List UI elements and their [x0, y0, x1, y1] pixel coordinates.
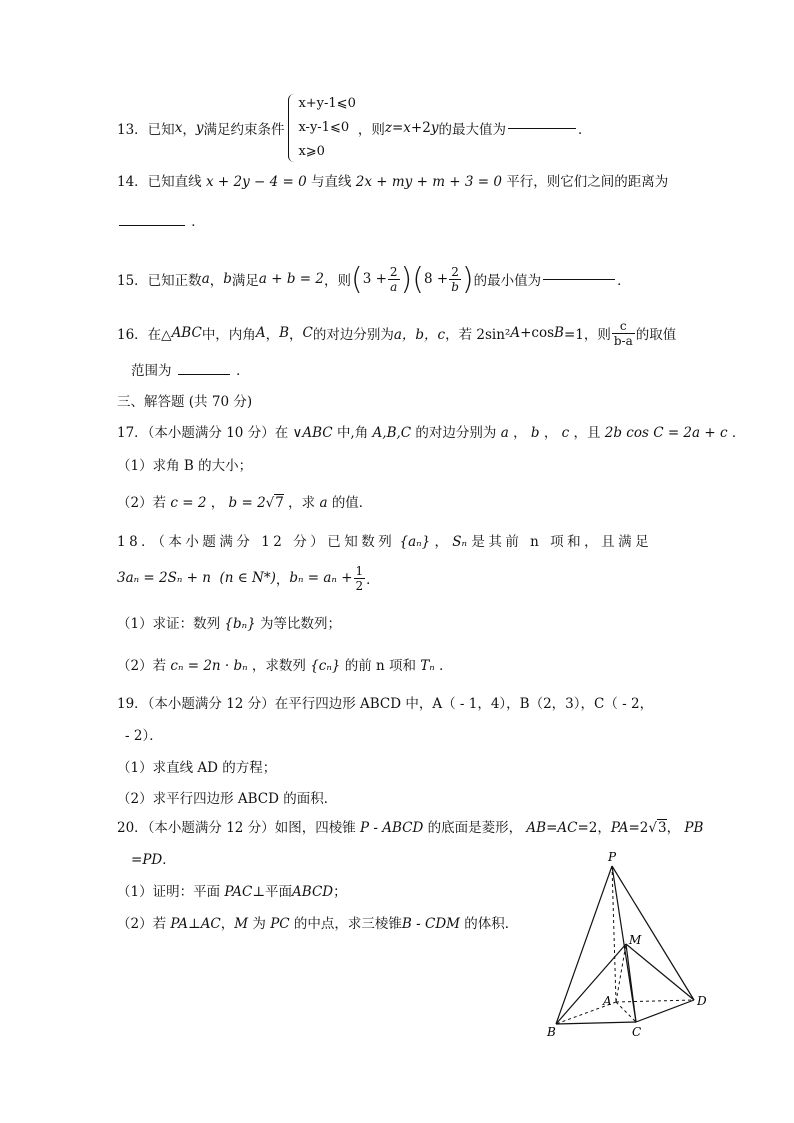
q15-paren-close-2: ): [461, 261, 474, 297]
q15-p1a: 3 +: [362, 271, 387, 287]
q13-after: ，则: [357, 122, 385, 138]
q13-x2: x: [403, 120, 411, 136]
q16-answer-blank: [178, 373, 230, 375]
q16-B: B: [279, 325, 289, 341]
q18-p2e: 的前 n 项和: [344, 658, 416, 674]
q20-line: [117, 816, 703, 836]
q20-p2j: B - CDM: [401, 916, 460, 932]
label-A: A: [603, 994, 612, 1008]
q17-p2c: c = 2: [170, 495, 207, 511]
q13-constraint-3: x⩾0: [298, 144, 325, 159]
q15-frac2-num: 2: [449, 265, 461, 280]
q14-end: ．: [191, 214, 205, 230]
q17-p2var: a: [319, 495, 328, 511]
q17-opp: 的对边分别为: [415, 425, 497, 441]
q20-p1c: ⊥平面: [252, 884, 293, 900]
q13-var-y: y: [195, 120, 204, 136]
q17-mid: 中,角: [336, 425, 369, 441]
q16-cB: B: [554, 325, 564, 341]
q17-sep1: ，: [513, 425, 527, 441]
edge-BM: [556, 944, 626, 1024]
q20-line-2: [131, 848, 176, 868]
q16-lead: 16．在△: [117, 327, 172, 343]
q17-p2a: （2）若: [117, 495, 167, 511]
q18-line: [117, 530, 652, 550]
q16-line-2: [131, 359, 250, 379]
q13-z: z: [384, 120, 392, 136]
q17-a: a: [500, 425, 509, 441]
q15-paren-close-1: ): [400, 261, 413, 297]
q16-comma-1: ，: [265, 327, 280, 343]
q13-constraint-system: [286, 92, 355, 164]
q18-an: {aₙ}: [399, 534, 431, 550]
q20-eq3: =2: [628, 820, 649, 836]
q20-pd: PD: [142, 852, 163, 868]
q13-eq: =: [391, 120, 404, 136]
edge-AD: [616, 1000, 694, 1002]
q13-sep: ，: [182, 122, 196, 138]
q16-frac-den: b-a: [613, 333, 633, 348]
q14-mid: 与直线: [310, 174, 356, 190]
q18-p1b: {bₙ}: [224, 616, 256, 632]
q17-sqrt-sign: √: [265, 495, 275, 511]
q15-frac-2: [449, 265, 461, 294]
edge-BC: [556, 1022, 636, 1024]
q13-mid: 满足约束条件: [203, 122, 285, 138]
q13-tail: 的最大值为: [438, 122, 506, 138]
q14-line1: x + 2y − 4 = 0: [205, 174, 307, 190]
q16-cond3: =1，则: [563, 327, 611, 343]
q13-constraint-2: x-y-1⩽0: [298, 120, 350, 135]
edge-CD: [636, 1000, 694, 1022]
q20-ac: AC: [557, 820, 578, 836]
q15-paren-open-2: (: [412, 261, 424, 297]
section-3-heading: 三、解答题 (共 70 分): [117, 394, 253, 410]
q16-sides: a，b，c: [393, 327, 446, 343]
q17-end: ．: [731, 425, 746, 441]
q16-abc: ABC: [171, 325, 202, 341]
q17-part-2: [117, 491, 372, 511]
q13-plus2: +2: [410, 120, 431, 136]
q15-cond: a + b = 2: [258, 271, 324, 287]
q15-end: ．: [617, 273, 631, 289]
q13-end: ．: [577, 122, 592, 138]
q17-p2b: b = 2: [228, 495, 266, 511]
q17-angles: A,B,C: [372, 425, 412, 441]
q19-part-1: （1）求直线 AD 的方程；: [117, 760, 277, 776]
edge-MC: [626, 944, 636, 1022]
q20-part-1: [117, 880, 347, 900]
q18-p2b: cₙ = 2n · bₙ: [170, 658, 248, 674]
q15-frac1-den: a: [390, 279, 398, 294]
q18-frac-den: 2: [355, 578, 364, 593]
q20-mid: 的底面是菱形，: [427, 820, 523, 836]
q16-tail: 的取值: [635, 327, 677, 343]
edge-PD: [612, 866, 694, 1000]
q16-line2: 范围为: [131, 363, 172, 379]
q15-line: [117, 256, 631, 302]
q16-A: A: [255, 325, 266, 341]
q17-p2sep: ，: [210, 495, 225, 511]
q20-p2e: ，: [220, 916, 235, 932]
q15-frac1-num: 2: [389, 264, 398, 279]
label-M: M: [629, 933, 642, 947]
q20-pabcd: P - ABCD: [360, 820, 424, 836]
q16-frac-num: c: [612, 319, 635, 334]
q20-p2c: ⊥: [187, 916, 201, 932]
q20-p2d: AC: [200, 916, 221, 932]
q15-lead: 15．已知正数: [117, 273, 202, 289]
label-D: D: [697, 994, 707, 1008]
q18-sn: Sₙ: [452, 534, 468, 550]
q20-p2k: 的体积．: [459, 916, 519, 932]
q17-sep2: ，: [543, 425, 558, 441]
q13-lead: 13．已知: [117, 122, 175, 138]
q15-b: b: [223, 271, 232, 287]
q14-line-2: [117, 210, 205, 230]
q13-line: [117, 92, 591, 164]
q18-p1a: （1）求证：数列: [117, 616, 221, 632]
q15-answer-blank: [543, 278, 615, 280]
label-P: P: [608, 850, 617, 864]
q17-and: ，且: [573, 425, 601, 441]
q17-p2root: 7: [275, 495, 284, 511]
q15-sep: ，: [209, 273, 224, 289]
q20-p1e: ；: [333, 884, 347, 900]
q18-part-1: [117, 612, 341, 632]
q16-C: C: [302, 325, 313, 341]
q17-line: [117, 421, 745, 441]
q20-lead: 20．（本小题满分 12 分）如图，四棱锥: [117, 820, 356, 836]
q17-cond: 2b cos C = 2a + c: [604, 425, 728, 441]
q16-end: ．: [236, 363, 250, 379]
q13-constraint-1: x+y-1⩽0: [298, 96, 356, 111]
q18-rel: 3aₙ = 2Sₙ + n: [117, 570, 211, 586]
q13-y2: y: [430, 120, 439, 136]
q18-bn: bₙ = aₙ +: [289, 570, 353, 586]
q16-cA: A: [510, 325, 521, 341]
q16-mid: 中，内角: [201, 327, 256, 343]
q18-line1: 18．（本小题满分 12 分）已知数列: [117, 534, 396, 550]
q18-p2c: ，求数列: [251, 658, 306, 674]
q16-frac: [612, 319, 635, 348]
q17-lead: 17．（本小题满分 10 分）在: [117, 425, 289, 441]
q15-mid: 满足: [231, 273, 259, 289]
q17-p2mid: ，求: [288, 495, 316, 511]
q15-tail: 的最小值为: [473, 273, 542, 289]
q19-part-2: （2）求平行四边形 ABCD 的面积．: [117, 791, 338, 807]
q20-p1b: PAC: [224, 884, 253, 900]
label-C: C: [632, 1025, 642, 1039]
q20-root: 3: [658, 820, 667, 836]
q15-p2a: 8 +: [423, 271, 449, 287]
q17-part-1: （1）求角 B 的大小；: [117, 458, 253, 474]
q20-eq2: =2，: [577, 820, 611, 836]
q16-comma-2: ，: [288, 327, 303, 343]
q18-p1c: 为等比数列；: [259, 616, 341, 632]
q20-line2eq: =: [131, 852, 143, 868]
q20-p1d: ABCD: [292, 884, 334, 900]
q20-p2a: （2）若: [117, 916, 167, 932]
q15-frac2-den: b: [451, 279, 459, 294]
q16-cond1: ，若 2sin²: [445, 327, 511, 343]
q18-sep2: ，: [275, 572, 290, 588]
q20-p1a: （1）证明：平面: [117, 884, 221, 900]
q14-tail: 平行，则它们之间的距离为: [506, 174, 669, 190]
q17-tri: ∨ABC: [292, 425, 333, 441]
q18-cond: (n ∈ N*): [219, 570, 276, 586]
q20-part-2: [117, 912, 518, 932]
q17-p2end: 的值．: [331, 495, 373, 511]
q18-p2f: Tₙ: [420, 658, 435, 674]
q20-ab: AB: [526, 820, 547, 836]
q20-end: ．: [162, 852, 176, 868]
q19-line-2: - 2）．: [125, 728, 163, 744]
q18-part-2: [117, 654, 453, 674]
q20-p2h: PC: [270, 916, 290, 932]
q20-sep: ，: [666, 820, 681, 836]
q18-p2a: （2）若: [117, 658, 167, 674]
label-B: B: [547, 1025, 556, 1039]
q18-p2d: {cₙ}: [310, 658, 341, 674]
q15-paren-open-1: (: [350, 261, 363, 297]
q14-line2: 2x + my + m + 3 = 0: [355, 174, 502, 190]
q14-answer-blank: [119, 224, 185, 226]
q20-p2g: 为: [248, 916, 271, 932]
q18-line1b: 是其前 n 项和，且满足: [471, 534, 653, 550]
q20-p2i: 的中点，求三棱锥: [289, 916, 402, 932]
edge-AM: [616, 944, 626, 1002]
q15-then: ，则: [323, 273, 351, 289]
q20-pb: PB: [684, 820, 704, 836]
q20-eq1: =: [546, 820, 558, 836]
q13-answer-blank: [508, 127, 576, 129]
q17-c: c: [561, 425, 570, 441]
q20-sqrt-sign: √: [648, 820, 657, 836]
q14-lead: 14．已知直线: [117, 174, 206, 190]
q20-p2b: PA: [170, 916, 188, 932]
q14-line: [117, 170, 668, 190]
q18-sep: ，: [434, 534, 448, 550]
q18-end: ．: [366, 572, 380, 588]
q18-frac-num: 1: [355, 563, 364, 578]
q16-line: [117, 316, 676, 350]
q13-var-x: x: [174, 120, 183, 136]
q18-line-2: [117, 560, 380, 596]
pyramid-figure: [544, 848, 724, 1048]
q18-frac: [354, 564, 366, 593]
q17-b: b: [530, 425, 540, 441]
q15-a: a: [201, 271, 210, 287]
q20-pa: PA: [610, 820, 629, 836]
q16-opp: 的对边分别为: [312, 327, 394, 343]
edge-MD: [626, 944, 694, 1000]
q16-cond2: +cos: [520, 325, 555, 341]
q20-p2f: M: [234, 916, 249, 932]
q18-p2g: ．: [439, 658, 453, 674]
q15-frac-1: [388, 265, 400, 294]
q19-line: 19．（本小题满分 12 分）在平行四边形 ABCD 中，A（ - 1，4），B（2，3），C（ - 2，: [117, 696, 654, 712]
